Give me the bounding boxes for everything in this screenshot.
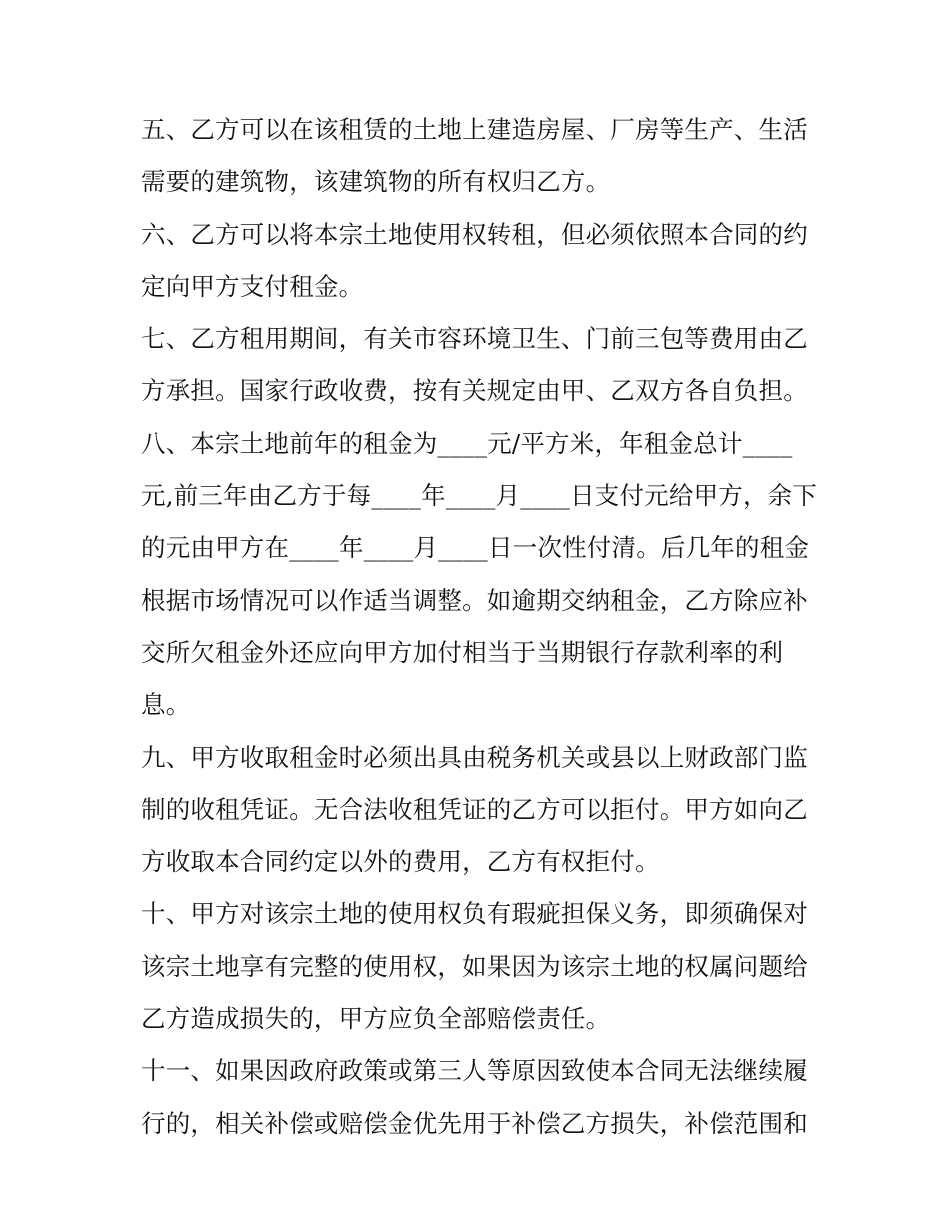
text-line: 制的收租凭证。无合法收租凭证的乙方可以拒付。甲方如向乙 (141, 794, 808, 824)
text-line: 息。 (141, 690, 191, 720)
text-line: 十、甲方对该宗土地的使用权负有瑕疵担保义务，即须确保对 (141, 899, 808, 929)
text-line: 八、本宗土地前年的租金为____元/平方米，年租金总计____ (141, 428, 793, 458)
text-line: 行的，相关补偿或赔偿金优先用于补偿乙方损失，补偿范围和 (141, 1108, 808, 1138)
text-line: 需要的建筑物，该建筑物的所有权归乙方。 (141, 167, 611, 197)
contract-text-body (141, 104, 821, 1150)
text-line: 乙方造成损失的，甲方应负全部赔偿责任。 (141, 1004, 611, 1034)
text-line: 方承担。国家行政收费，按有关规定由甲、乙双方各自负担。 (141, 376, 808, 406)
text-line: 方收取本合同约定以外的费用，乙方有权拒付。 (141, 847, 660, 877)
text-line: 七、乙方租用期间，有关市容环境卫生、门前三包等费用由乙 (141, 324, 808, 354)
text-line: 十一、如果因政府政策或第三人等原因致使本合同无法继续履 (141, 1056, 808, 1086)
text-line: 九、甲方收取租金时必须出具由税务机关或县以上财政部门监 (141, 742, 808, 772)
text-line: 该宗土地享有完整的使用权，如果因为该宗土地的权属问题给 (141, 951, 808, 981)
text-line: 根据市场情况可以作适当调整。如逾期交纳租金，乙方除应补 (141, 585, 808, 615)
text-line: 定向甲方支付租金。 (141, 271, 364, 301)
text-line: 的元由甲方在____年____月____日一次性付清。后几年的租金 (141, 533, 810, 563)
text-line: 交所欠租金外还应向甲方加付相当于当期银行存款利率的利 (141, 637, 784, 667)
text-line: 五、乙方可以在该租赁的土地上建造房屋、厂房等生产、生活 (141, 115, 808, 144)
text-line: 元,前三年由乙方于每____年____月____日支付元给甲方，余下 (141, 481, 818, 511)
text-line: 六、乙方可以将本宗土地使用权转租，但必须依照本合同的约 (141, 219, 808, 249)
